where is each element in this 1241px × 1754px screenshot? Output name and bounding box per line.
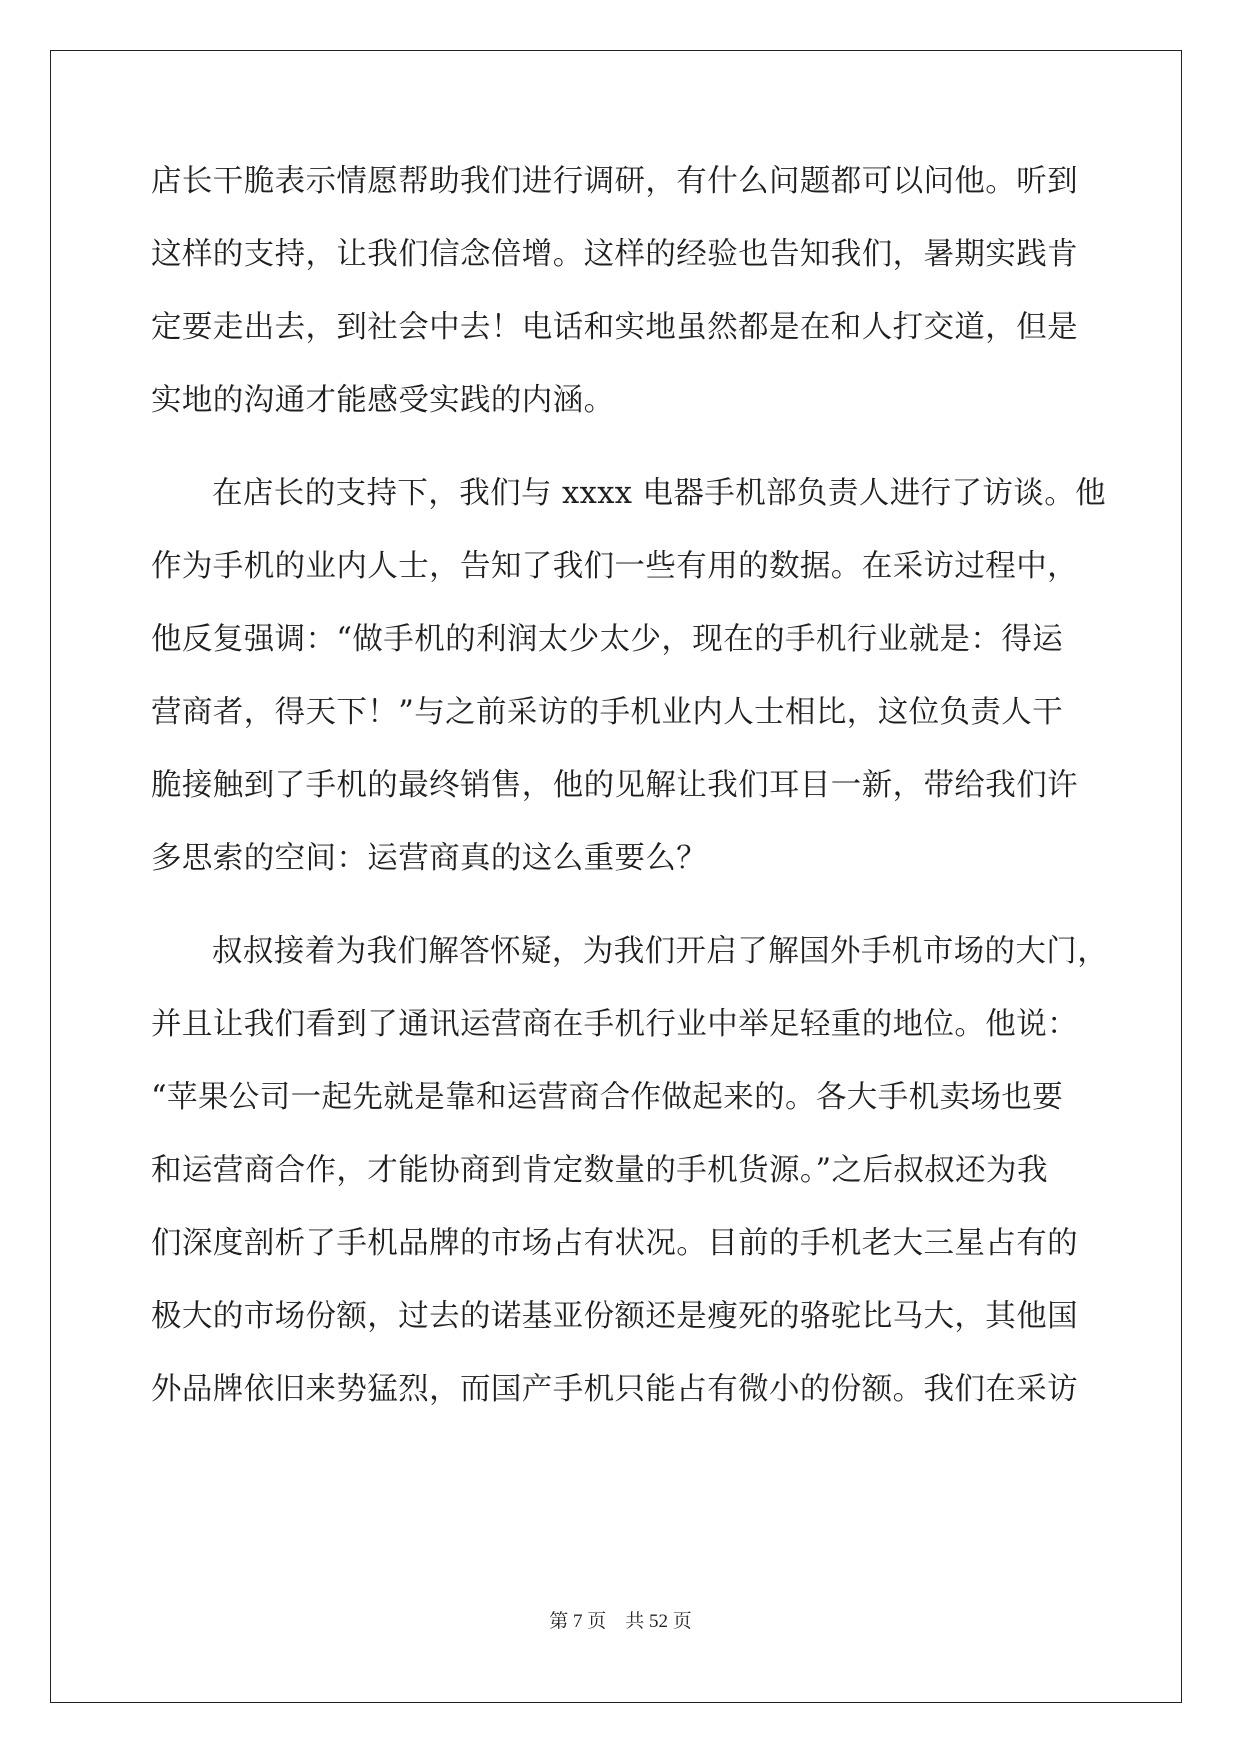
text-line: “苹果公司一起先就是靠和运营商合作做起来的。各大手机卖场也要	[151, 1080, 1064, 1115]
text-line: 极大的市场份额，过去的诺基亚份额还是瘦死的骆驼比马大，其他国	[151, 1299, 1078, 1334]
text-line: 定要走出去，到社会中去！电话和实地虽然都是在和人打交道，但是	[151, 310, 1078, 345]
text-line: 作为手机的业内人士，告知了我们一些有用的数据。在采访过程中，	[151, 549, 1078, 584]
text-line: 实地的沟通才能感受实践的内涵。	[151, 383, 615, 418]
text-line: 多思索的空间：运营商真的这么重要么？	[151, 841, 708, 876]
text-line: 他反复强调：“做手机的利润太少太少，现在的手机行业就是：得运	[151, 622, 1064, 657]
text-line: 并且让我们看到了通讯运营商在手机行业中举足轻重的地位。他说：	[151, 1007, 1078, 1042]
text-line: 外品牌依旧来势猛烈，而国产手机只能占有微小的份额。我们在采访	[151, 1372, 1078, 1407]
text-line: 脆接触到了手机的最终销售，他的见解让我们耳目一新，带给我们许	[151, 768, 1078, 803]
page-footer: 第 7 页 共 52 页	[549, 1611, 692, 1632]
text-line: 和运营商合作，才能协商到肯定数量的手机货源。”之后叔叔还为我	[151, 1153, 1048, 1188]
text-line: 店长干脆表示情愿帮助我们进行调研，有什么问题都可以问他。听到	[151, 164, 1078, 199]
text-line: 在店长的支持下，我们与 xxxx 电器手机部负责人进行了访谈。他	[212, 476, 1106, 511]
text-line: 营商者，得天下！”与之前采访的手机业内人士相比，这位负责人干	[151, 695, 1064, 730]
text-line: 们深度剖析了手机品牌的市场占有状况。目前的手机老大三星占有的	[151, 1226, 1078, 1261]
text-line: 叔叔接着为我们解答怀疑，为我们开启了解国外手机市场的大门，	[212, 934, 1109, 969]
text-line: 这样的支持，让我们信念倍增。这样的经验也告知我们，暑期实践肯	[151, 237, 1078, 272]
